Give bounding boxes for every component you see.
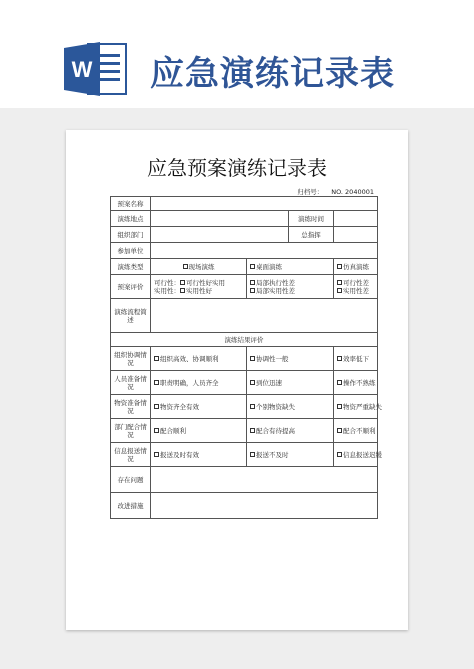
label-organization-coordination: 组织协调情况 — [111, 347, 151, 371]
checkbox-icon[interactable] — [337, 428, 342, 433]
label-commander: 总指挥 — [289, 227, 334, 243]
checkbox-icon[interactable] — [183, 264, 188, 269]
word-app-icon — [62, 40, 132, 98]
label-drill-process: 演练流程简述 — [111, 299, 151, 333]
checkbox-icon[interactable] — [154, 380, 159, 385]
checkbox-icon[interactable] — [250, 404, 255, 409]
label-personnel-preparation: 人员准备情况 — [111, 371, 151, 395]
checkbox-icon[interactable] — [337, 264, 342, 269]
result-option[interactable]: 个别物资缺失 — [247, 395, 334, 419]
result-option[interactable]: 报送不及时 — [247, 443, 334, 467]
checkbox-icon[interactable] — [250, 288, 255, 293]
result-option[interactable]: 配合不顺利 — [334, 419, 378, 443]
checkbox-icon[interactable] — [250, 356, 255, 361]
label-drill-type: 演练类型 — [111, 259, 151, 275]
label-organizer: 组织部门 — [111, 227, 151, 243]
archive-number — [289, 187, 374, 196]
label-drill-time: 演练时间 — [289, 211, 334, 227]
results-header: 演练结果评价 — [111, 333, 378, 347]
improvement-field[interactable] — [151, 493, 378, 519]
checkbox-icon[interactable] — [337, 380, 342, 385]
checkbox-icon[interactable] — [180, 288, 185, 293]
organizer-field[interactable] — [151, 227, 289, 243]
label-information-reporting: 信息报送情况 — [111, 443, 151, 467]
evaluation-col-1[interactable]: 可行性： 可行性好实用 实用性： 实用性好 — [151, 275, 247, 299]
checkbox-icon[interactable] — [250, 380, 255, 385]
label-participants: 参加单位 — [111, 243, 151, 259]
result-option[interactable]: 组织高效、协调顺利 — [151, 347, 247, 371]
label-department-cooperation: 部门配合情况 — [111, 419, 151, 443]
checkbox-icon[interactable] — [250, 452, 255, 457]
drill-process-field[interactable] — [151, 299, 378, 333]
evaluation-col-2[interactable]: 局部执行性差 局部实用性差 — [247, 275, 334, 299]
drill-type-onsite[interactable]: 现场演练 — [151, 259, 247, 275]
result-option[interactable]: 职责明确，人员齐全 — [151, 371, 247, 395]
drill-type-simulation[interactable]: 仿真演练 — [334, 259, 378, 275]
result-option[interactable]: 效率低下 — [334, 347, 378, 371]
checkbox-icon[interactable] — [337, 404, 342, 409]
banner — [0, 0, 474, 118]
checkbox-icon[interactable] — [337, 288, 342, 293]
label-drill-location: 演练地点 — [111, 211, 151, 227]
checkbox-icon[interactable] — [337, 356, 342, 361]
drill-type-tabletop[interactable]: 桌面演练 — [247, 259, 334, 275]
checkbox-icon[interactable] — [250, 428, 255, 433]
label-plan-evaluation: 预案评价 — [111, 275, 151, 299]
archive-label: 归档号： — [297, 188, 324, 196]
checkbox-icon[interactable] — [250, 264, 255, 269]
label-improvement: 改进措施 — [111, 493, 151, 519]
result-option[interactable]: 物资齐全有效 — [151, 395, 247, 419]
result-option[interactable]: 到位迅速 — [247, 371, 334, 395]
checkbox-icon[interactable] — [250, 280, 255, 285]
drill-record-table — [110, 196, 382, 519]
evaluation-col-3[interactable]: 可行性差 实用性差 — [334, 275, 378, 299]
result-option[interactable]: 配合有待提高 — [247, 419, 334, 443]
drill-location-field[interactable] — [151, 211, 289, 227]
result-option[interactable]: 报送及时有效 — [151, 443, 247, 467]
banner-title: 应急演练记录表 — [150, 54, 395, 94]
archive-value: NO. 2040001 — [331, 188, 374, 196]
result-option[interactable]: 物资严重缺失 — [334, 395, 378, 419]
checkbox-icon[interactable] — [337, 452, 342, 457]
checkbox-icon[interactable] — [154, 452, 159, 457]
checkbox-icon[interactable] — [154, 404, 159, 409]
result-option[interactable]: 操作不熟练 — [334, 371, 378, 395]
result-option[interactable]: 配合顺利 — [151, 419, 247, 443]
checkbox-icon[interactable] — [154, 356, 159, 361]
checkbox-icon[interactable] — [154, 428, 159, 433]
problems-field[interactable] — [151, 467, 378, 493]
document-page — [66, 130, 408, 630]
svg-text:W: W — [71, 57, 93, 82]
result-option[interactable]: 信息报送迟缓 — [334, 443, 378, 467]
checkbox-icon[interactable] — [337, 280, 342, 285]
label-material-preparation: 物资准备情况 — [111, 395, 151, 419]
label-problems: 存在问题 — [111, 467, 151, 493]
commander-field[interactable] — [334, 227, 378, 243]
plan-name-field[interactable] — [151, 197, 378, 211]
result-option[interactable]: 协调性一般 — [247, 347, 334, 371]
drill-time-field[interactable] — [334, 211, 378, 227]
checkbox-icon[interactable] — [180, 280, 185, 285]
participants-field[interactable] — [151, 243, 378, 259]
document-title: 应急预案演练记录表 — [147, 156, 327, 180]
label-plan-name: 预案名称 — [111, 197, 151, 211]
